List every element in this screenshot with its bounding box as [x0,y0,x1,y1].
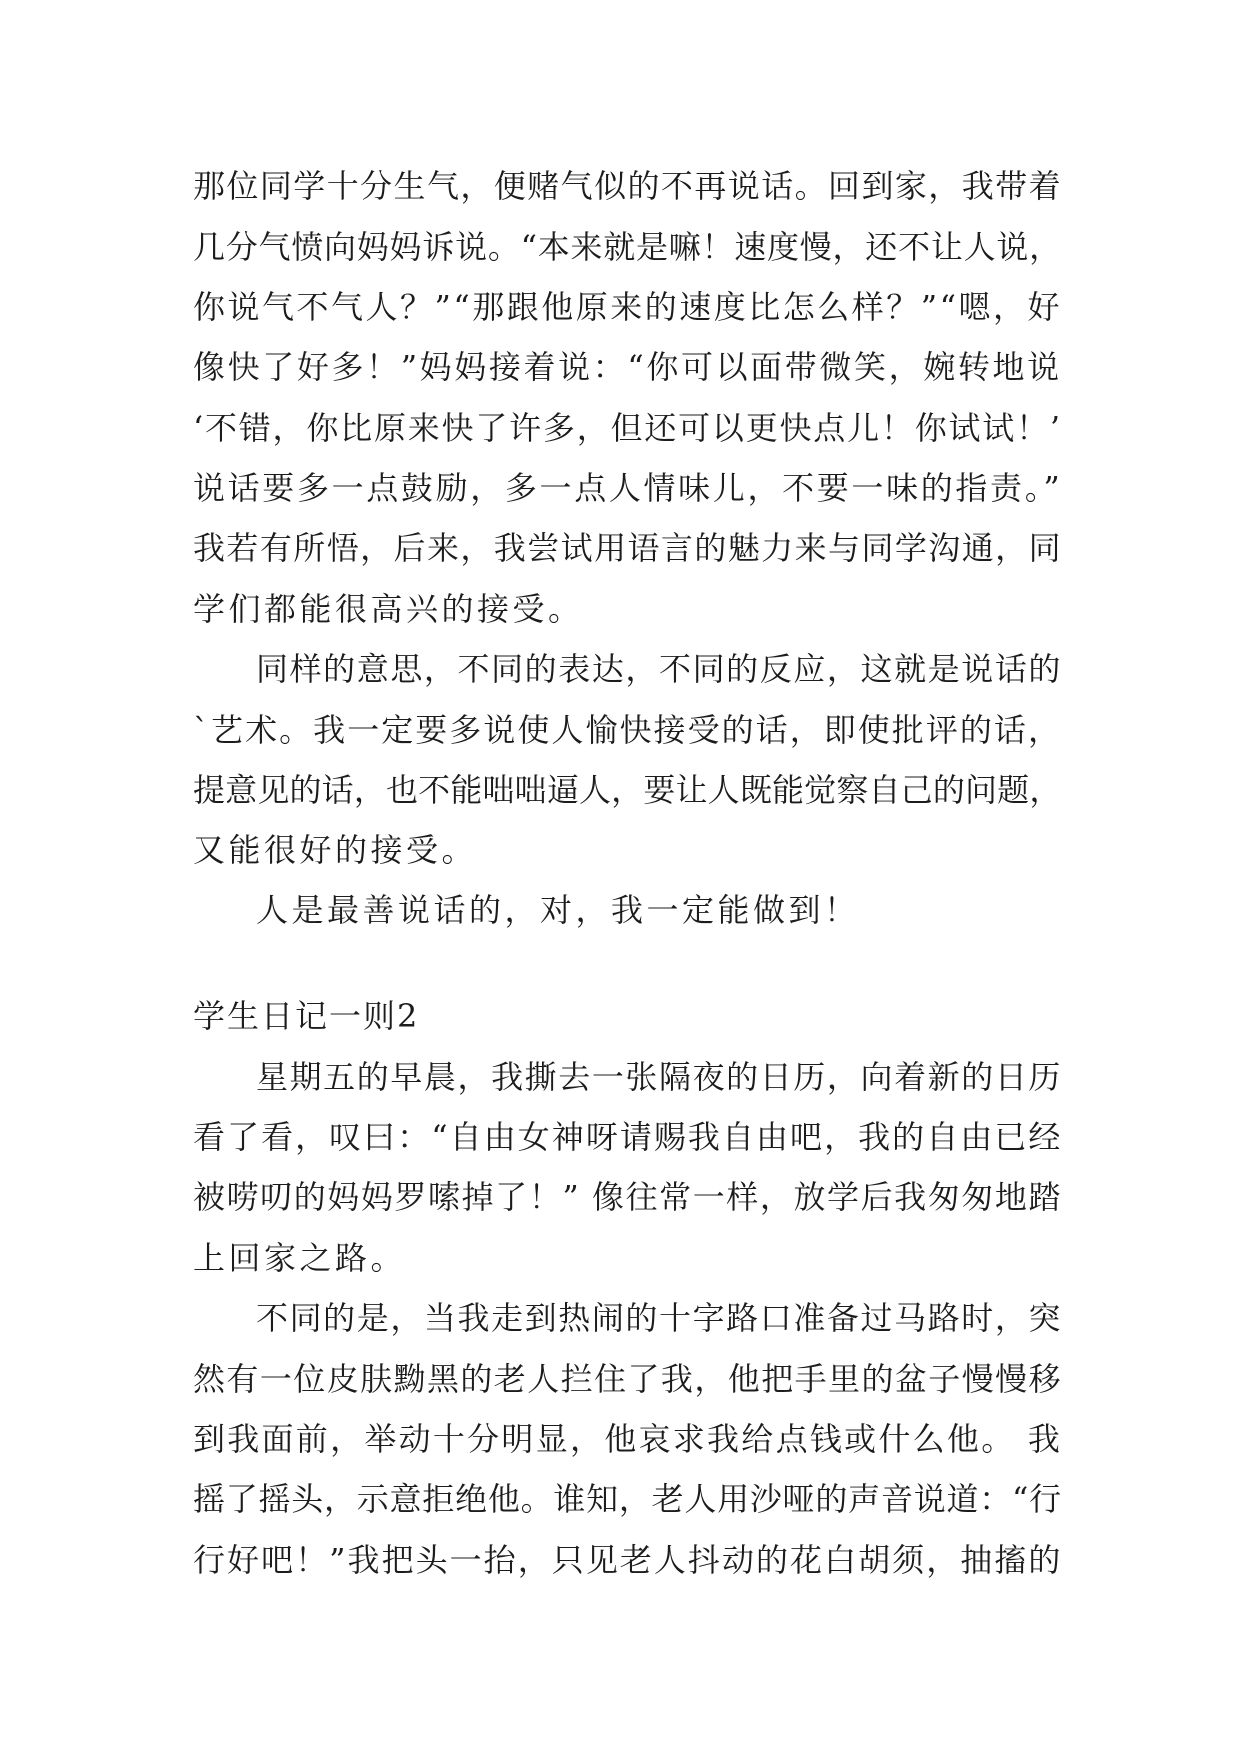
text-line: 被唠叨的妈妈罗嗦掉了！” 像往常一样，放学后我匆匆地踏 [193,1178,1063,1216]
text-line: 我若有所悟，后来，我尝试用语言的魅力来与同学沟通，同 [193,529,1063,567]
text-line: 提意见的话，也不能咄咄逼人，要让人既能觉察自己的问题， [193,771,1062,809]
text-line: 然有一位皮肤黝黑的老人拦住了我，他把手里的盆子慢慢移 [193,1360,1063,1398]
text-line: 摇了摇头，示意拒绝他。谁知，老人用沙哑的声音说道：“行 [193,1480,1062,1518]
text-line: 学们都能很高兴的接受。 [193,590,584,628]
text-line: 到我面前，举动十分明显，他哀求我给点钱或什么他。 我 [193,1420,1063,1458]
section-title: 学生日记一则2 [193,997,420,1035]
text-line: 行好吧！”我把头一抬，只见老人抖动的花白胡须，抽搐的 [193,1541,1063,1579]
text-line: ‘不错，你比原来快了许多，但还可以更快点儿！你试试！’ [193,409,1062,447]
text-line: 看了看，叹曰：“自由女神呀请赐我自由吧，我的自由已经 [193,1118,1063,1156]
paragraph-first-line: 同样的意思，不同的表达，不同的反应，这就是说话的 [256,650,1063,688]
text-line: 几分气愤向妈妈诉说。“本来就是嘛！速度慢，还不让人说， [193,228,1062,266]
text-line: 像快了好多！”妈妈接着说：“你可以面带微笑，婉转地说 [193,348,1062,386]
text-line: `艺术。我一定要多说使人愉快接受的话，即使批评的话， [193,711,1063,749]
text-line: 你说气不气人？”“那跟他原来的速度比怎么样？”“嗯，好 [193,288,1062,326]
text-line: 上回家之路。 [193,1239,407,1277]
text-line: 那位同学十分生气，便赌气似的不再说话。回到家，我带着 [193,167,1063,205]
paragraph-first-line: 人是最善说话的，对，我一定能做到！ [256,891,860,929]
paragraph-first-line: 星期五的早晨，我撕去一张隔夜的日历，向着新的日历 [256,1058,1063,1096]
paragraph-first-line: 不同的是，当我走到热闹的十字路口准备过马路时，突 [256,1299,1063,1337]
text-line: 说话要多一点鼓励，多一点人情味儿，不要一味的指责。” [193,469,1063,507]
text-line: 又能很好的接受。 [193,831,478,869]
